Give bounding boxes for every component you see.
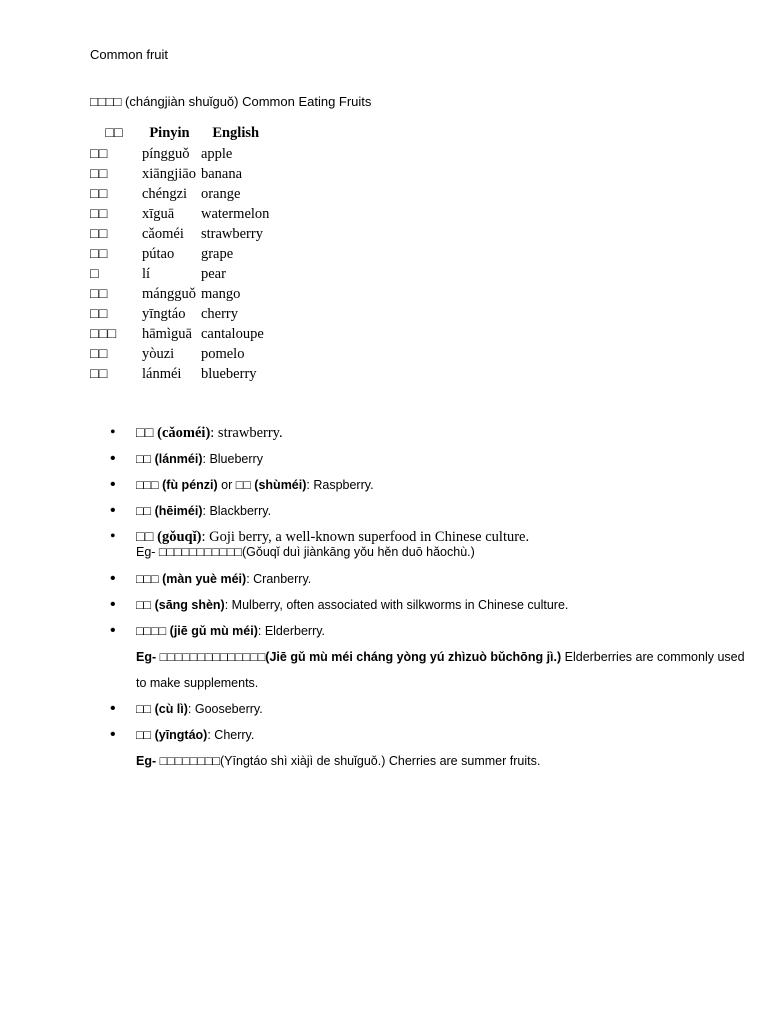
definition: : Gooseberry. bbox=[187, 702, 263, 716]
column-header-english: English bbox=[212, 124, 260, 141]
definition: : Blueberry bbox=[202, 452, 263, 466]
cell-pinyin: cǎoméi bbox=[142, 225, 184, 242]
fruit-table bbox=[88, 122, 272, 384]
list-item bbox=[110, 722, 750, 748]
definition: : strawberry. bbox=[210, 425, 283, 441]
list-item bbox=[110, 566, 750, 592]
bullet-icon: • bbox=[110, 476, 116, 493]
table-row bbox=[88, 204, 272, 224]
cell-english: pomelo bbox=[200, 345, 245, 362]
table-header-row bbox=[88, 122, 272, 144]
table-row bbox=[88, 324, 272, 344]
term: □□ (cǎoméi) bbox=[136, 425, 211, 441]
cell-english: cherry bbox=[200, 305, 238, 322]
definition: : Cherry. bbox=[207, 728, 255, 742]
bullet-icon: • bbox=[110, 570, 116, 587]
term: □□ (cù lì) bbox=[136, 702, 188, 716]
cell-chinese: □□ bbox=[90, 305, 108, 322]
cell-english: banana bbox=[200, 165, 243, 182]
cell-pinyin: hāmìguā bbox=[142, 325, 192, 342]
definition: : Cranberry. bbox=[246, 572, 312, 586]
column-header-pinyin: Pinyin bbox=[149, 124, 190, 141]
table-row bbox=[88, 244, 272, 264]
cell-pinyin: píngguǒ bbox=[142, 145, 190, 162]
column-header-chinese: □□ bbox=[105, 124, 123, 141]
term: □□ (hēiméi) bbox=[136, 504, 203, 518]
cell-pinyin: lí bbox=[142, 265, 151, 282]
cell-english: strawberry bbox=[200, 225, 263, 242]
table-row bbox=[88, 184, 272, 204]
table-row bbox=[88, 224, 272, 244]
table-row bbox=[88, 284, 272, 304]
table-row bbox=[88, 164, 272, 184]
definition: : Goji berry, a well-known superfood in Chinese culture. bbox=[201, 529, 530, 545]
definition: : Elderberry. bbox=[257, 624, 326, 638]
definition: : Mulberry, often associated with silkworms in Chinese culture. bbox=[224, 598, 569, 612]
bullet-icon: • bbox=[110, 424, 116, 441]
definition: : Blackberry. bbox=[202, 504, 272, 518]
list-item bbox=[110, 696, 750, 722]
table-row bbox=[88, 264, 272, 284]
term: □□□ (màn yuè méi) bbox=[136, 572, 247, 586]
conjunction: or bbox=[217, 478, 236, 492]
cell-chinese: □□ bbox=[90, 345, 108, 362]
cell-chinese: □□□ bbox=[90, 325, 117, 342]
term: □□□ (fù pénzi) bbox=[136, 478, 218, 492]
cell-chinese: □□ bbox=[90, 165, 108, 182]
term: □□ (gǒuqǐ) bbox=[136, 529, 202, 545]
cell-pinyin: xiāngjiāo bbox=[142, 165, 196, 182]
table-row bbox=[88, 304, 272, 324]
list-item bbox=[110, 592, 750, 618]
definition: : Raspberry. bbox=[306, 478, 374, 492]
table-row bbox=[88, 344, 272, 364]
list-item bbox=[110, 498, 750, 524]
cell-pinyin: pútao bbox=[142, 245, 175, 262]
cell-chinese: □□ bbox=[90, 145, 108, 162]
cell-chinese: □□ bbox=[90, 365, 108, 382]
document-heading: Common fruit bbox=[90, 47, 169, 62]
list-item bbox=[110, 472, 750, 498]
cell-pinyin: yīngtáo bbox=[142, 305, 186, 322]
cell-chinese: □□ bbox=[90, 205, 108, 222]
table-row bbox=[88, 144, 272, 164]
example-sentence: Eg- □□□□□□□□□□□(Gǒuqǐ duì jiànkāng yǒu hěn duō hǎochù.) bbox=[136, 545, 475, 559]
term: □□□□ (jiē gǔ mù méi) bbox=[136, 624, 258, 638]
example-translation: Elderberries are commonly used to make supplements. bbox=[136, 650, 745, 690]
example-translation: (Yīngtáo shì xiàjì de shuǐguǒ.) Cherries are summer fruits. bbox=[220, 754, 541, 768]
term: □□ (shùméi) bbox=[235, 478, 307, 492]
bullet-icon: • bbox=[110, 700, 116, 717]
term: □□ (sāng shèn) bbox=[136, 598, 225, 612]
cell-pinyin: lánméi bbox=[142, 365, 182, 382]
list-item bbox=[110, 524, 750, 550]
bullet-icon: • bbox=[110, 450, 116, 467]
list-item bbox=[110, 446, 750, 472]
cell-pinyin: yòuzi bbox=[142, 345, 175, 362]
cell-pinyin: xīguā bbox=[142, 205, 175, 222]
cell-chinese: □□ bbox=[90, 185, 108, 202]
cell-english: orange bbox=[200, 185, 241, 202]
cell-english: grape bbox=[200, 245, 234, 262]
cell-pinyin: chéngzi bbox=[142, 185, 188, 202]
cell-chinese: □□ bbox=[90, 225, 108, 242]
bullet-icon: • bbox=[110, 622, 116, 639]
cell-chinese: □ bbox=[90, 265, 99, 282]
list-item bbox=[110, 618, 750, 644]
cell-english: pear bbox=[200, 265, 226, 282]
cell-chinese: □□ bbox=[90, 285, 108, 302]
example-sentence bbox=[110, 644, 750, 696]
cell-chinese: □□ bbox=[90, 245, 108, 262]
cell-english: cantaloupe bbox=[200, 325, 264, 342]
bullet-icon: • bbox=[110, 596, 116, 613]
bullet-icon: • bbox=[110, 726, 116, 743]
cell-english: watermelon bbox=[200, 205, 270, 222]
bullet-icon: • bbox=[110, 528, 116, 545]
example-chinese: Eg- □□□□□□□□ bbox=[136, 754, 221, 768]
cell-english: apple bbox=[200, 145, 233, 162]
cell-pinyin: mángguǒ bbox=[142, 285, 196, 302]
term: □□ (yīngtáo) bbox=[136, 728, 208, 742]
list-item bbox=[110, 420, 750, 446]
cell-english: mango bbox=[200, 285, 241, 302]
table-row bbox=[88, 364, 272, 384]
term: □□ (lánméi) bbox=[136, 452, 203, 466]
example-sentence bbox=[110, 748, 750, 774]
cell-english: blueberry bbox=[200, 365, 257, 382]
berry-bullet-list bbox=[110, 420, 750, 774]
section-subtitle: □□□□ (chángjiàn shuǐguǒ) Common Eating Fruits bbox=[90, 94, 372, 109]
bullet-icon: • bbox=[110, 502, 116, 519]
example-chinese: Eg- □□□□□□□□□□□□□□(Jiē gǔ mù méi cháng yòng yú zhìzuò bǔchōng jì.) bbox=[136, 650, 562, 664]
